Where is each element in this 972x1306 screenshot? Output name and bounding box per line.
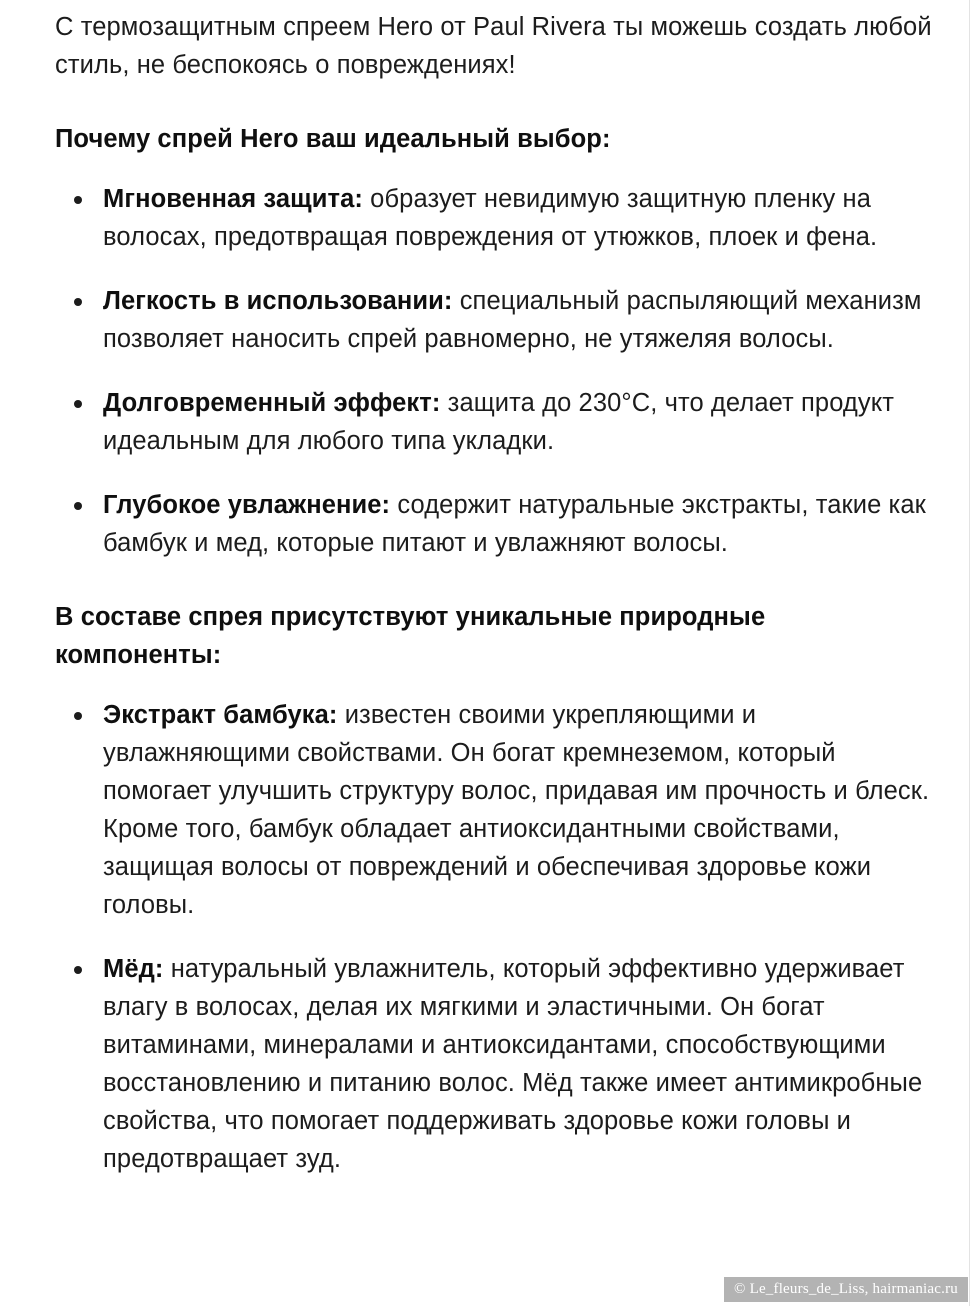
list-item (55, 282, 935, 358)
bullet-disc-icon (74, 966, 82, 974)
bullet-disc-icon (74, 196, 82, 204)
bullet-disc-icon (74, 400, 82, 408)
list-item (55, 180, 935, 256)
list-item (55, 950, 935, 1178)
list-item (55, 696, 935, 924)
section-one-heading: Почему спрей Hero ваш идеальный выбор: (55, 125, 611, 153)
list-item-text: специальный распыляющий механизм позволяет наносить спрей равномерно, не утяжеляя волосы. (103, 287, 922, 353)
list-item-text: натуральный увлажнитель, который эффективно удерживает влагу в волосах, делая их мягкими и эластичными. Он богат витаминами, минералами и антиоксидантами, способствующими восстановлению и питанию волос. Мёд также имеет антимикробные свойства, что помогает поддерживать здоровье кожи головы и предотвращает зуд. (103, 955, 923, 1173)
right-edge-rule (969, 0, 970, 1306)
intro-paragraph: С термозащитным спреем Hero от Paul Rivera ты можешь создать любой стиль, не беспокоясь о повреждениях! (55, 13, 932, 79)
list-item-lead: Долговременный эффект: (103, 389, 441, 417)
list-item-text: образует невидимую защитную пленку на волосах, предотвращая повреждения от утюжков, плоек и фена. (103, 185, 878, 251)
list-item-lead: Легкость в использовании: (103, 287, 453, 315)
list-item (55, 486, 935, 562)
list-item-lead: Экстракт бамбука: (103, 701, 338, 729)
bullet-disc-icon (74, 298, 82, 306)
list-item-text: известен своими укрепляющими и увлажняющими свойствами. Он богат кремнеземом, который помогает улучшить структуру волос, придавая им прочность и блеск. Кроме того, бамбук обладает антиоксидантными свойствами, защищая волосы от повреждений и обеспечивая здоровье кожи головы. (103, 701, 930, 919)
watermark-credit: © Le_fleurs_de_Liss, hairmaniac.ru (724, 1277, 968, 1302)
list-item-lead: Глубокое увлажнение: (103, 491, 391, 519)
document-content (55, 0, 935, 1178)
section-two-heading: В составе спрея присутствуют уникальные природные компоненты: (55, 603, 766, 669)
bullet-disc-icon (74, 712, 82, 720)
benefits-list (55, 158, 935, 562)
list-item-text: защита до 230°C, что делает продукт идеальным для любого типа укладки. (103, 389, 895, 455)
ingredients-list (55, 674, 935, 1178)
list-item (55, 384, 935, 460)
list-item-lead: Мгновенная защита: (103, 185, 363, 213)
list-item-text: содержит натуральные экстракты, такие как бамбук и мед, которые питают и увлажняют волосы. (103, 491, 926, 557)
list-item-lead: Мёд: (103, 955, 164, 983)
bullet-disc-icon (74, 502, 82, 510)
